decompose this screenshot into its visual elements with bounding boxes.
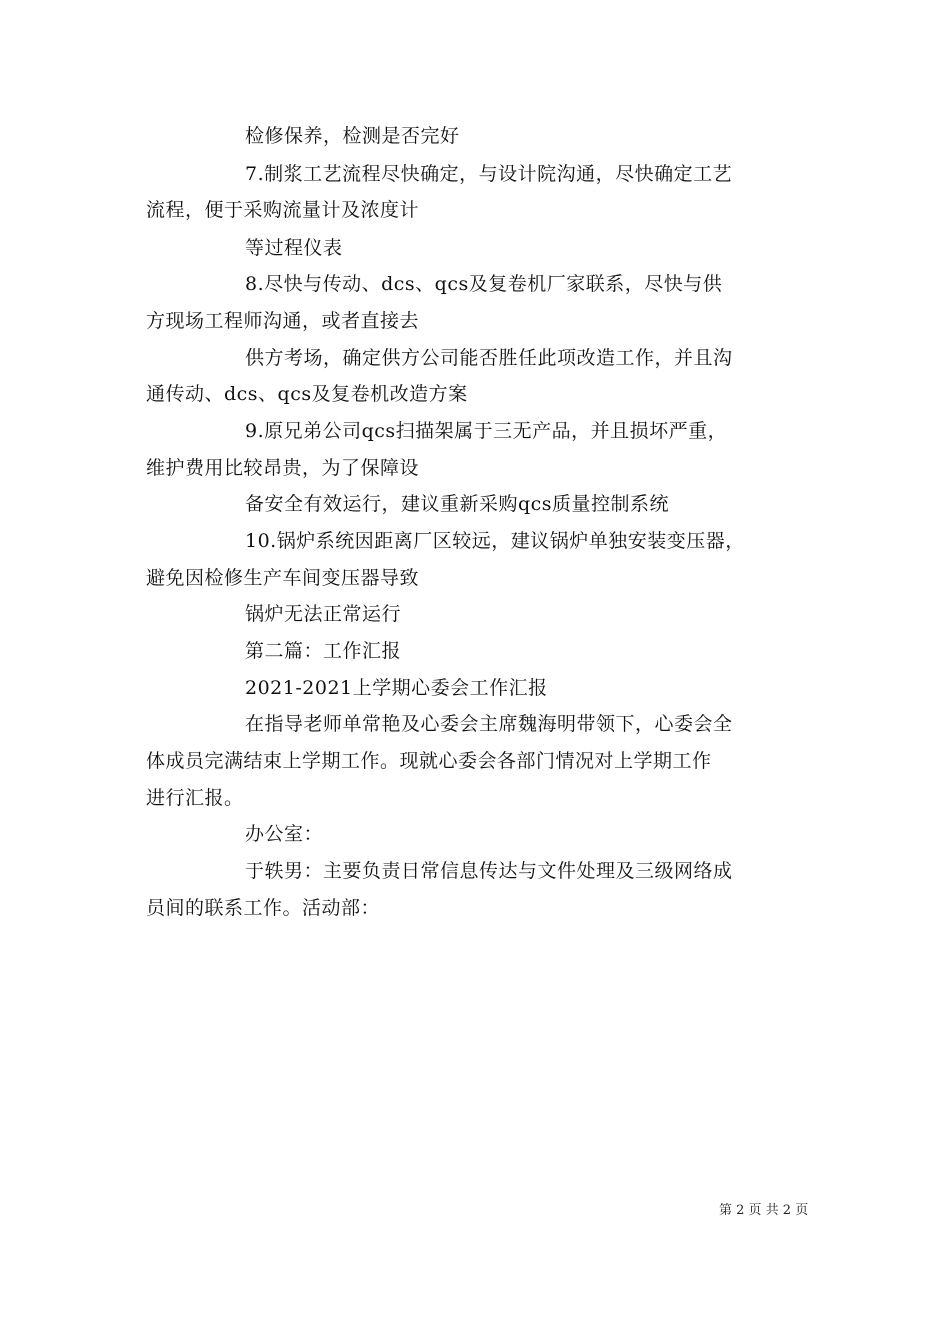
text-line: 避免因检修生产车间变压器导致 xyxy=(146,567,420,589)
text-line: 于轶男：主要负责日常信息传达与文件处理及三级网络成 xyxy=(245,860,733,882)
text-line: 备安全有效运行，建议重新采购qcs质量控制系统 xyxy=(245,493,670,515)
section-heading: 第二篇：工作汇报 xyxy=(245,640,402,662)
text-line: 供方考场，确定供方公司能否胜任此项改造工作，并且沟 xyxy=(245,347,733,369)
text-line: 进行汇报。 xyxy=(146,787,244,809)
text-line: 员间的联系工作。活动部： xyxy=(146,897,381,919)
text-line: 锅炉无法正常运行 xyxy=(245,603,402,625)
text-line: 维护费用比较昂贵，为了保障设 xyxy=(146,457,420,479)
text-line: 流程，便于采购流量计及浓度计 xyxy=(146,199,420,221)
text-line: 体成员完满结束上学期工作。现就心委会各部门情况对上学期工作 xyxy=(146,750,712,772)
text-line: 方现场工程师沟通，或者直接去 xyxy=(146,310,420,332)
text-line: 9.原兄弟公司qcs扫描架属于三无产品，并且损坏严重， xyxy=(245,420,728,442)
text-line: 通传动、dcs、qcs及复卷机改造方案 xyxy=(146,383,468,405)
text-line: 等过程仪表 xyxy=(245,237,343,259)
text-line: 在指导老师单常艳及心委会主席魏海明带领下，心委会全 xyxy=(245,713,733,735)
text-line: 7.制浆工艺流程尽快确定，与设计院沟通，尽快确定工艺 xyxy=(245,163,733,185)
report-title: 2021-2021上学期心委会工作汇报 xyxy=(245,677,548,699)
text-line: 8.尽快与传动、dcs、qcs及复卷机厂家联系，尽快与供 xyxy=(245,273,723,295)
page-number: 第 2 页 共 2 页 xyxy=(719,1203,809,1218)
text-line: 10.锅炉系统因距离厂区较远，建议锅炉单独安装变压器， xyxy=(245,530,745,552)
text-line: 办公室： xyxy=(245,823,324,845)
text-line: 检修保养，检测是否完好 xyxy=(245,125,460,147)
